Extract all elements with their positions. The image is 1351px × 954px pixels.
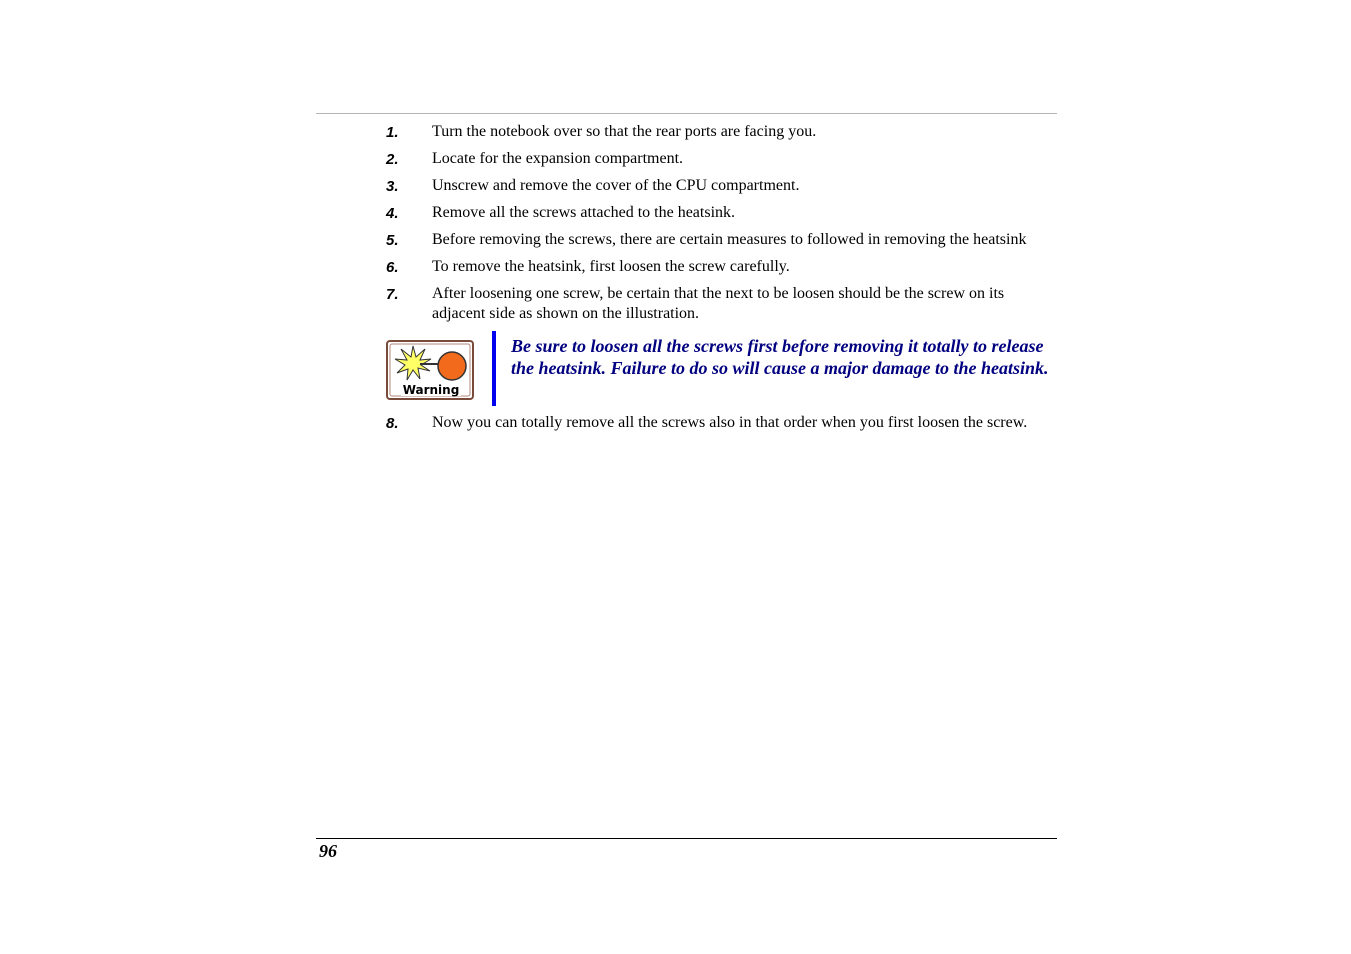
footer-rule xyxy=(316,838,1057,839)
step-text: Before removing the screws, there are certain measures to followed in removing the heatsink xyxy=(432,231,1027,248)
list-item xyxy=(386,203,1057,223)
warning-callout xyxy=(386,331,1057,406)
step-text: Remove all the screws attached to the heatsink. xyxy=(432,204,736,221)
step-number: 1. xyxy=(386,124,399,141)
warning-text: Be sure to loosen all the screws first before removing it totally to release the heatsink. Failure to do so will cause a major damage to the heatsink. xyxy=(511,336,1049,378)
list-item xyxy=(386,176,1057,196)
header-rule xyxy=(316,113,1057,114)
step-number: 8. xyxy=(386,415,399,432)
list-item xyxy=(386,122,1057,142)
step-text: Turn the notebook over so that the rear ports are facing you. xyxy=(432,123,817,140)
step-text: After loosening one screw, be certain that the next to be loosen should be the screw on its adjacent side as shown on the illustration. xyxy=(432,285,1005,322)
list-item xyxy=(386,149,1057,169)
step-text: To remove the heatsink, first loosen the screw carefully. xyxy=(432,258,790,275)
page-number: 96 xyxy=(319,841,337,861)
step-number: 2. xyxy=(386,151,399,168)
list-item xyxy=(386,230,1057,250)
step-number: 7. xyxy=(386,286,399,303)
step-number: 4. xyxy=(386,205,399,222)
warning-icon xyxy=(386,340,474,400)
step-text: Locate for the expansion compartment. xyxy=(432,150,684,167)
warning-bar xyxy=(492,331,496,406)
step-number: 3. xyxy=(386,178,399,195)
procedure-list xyxy=(386,122,1057,440)
step-text: Unscrew and remove the cover of the CPU compartment. xyxy=(432,177,800,194)
list-item xyxy=(386,284,1057,324)
warning-icon-label: Warning xyxy=(402,383,460,397)
step-text: Now you can totally remove all the screws also in that order when you first loosen the screw. xyxy=(432,414,1028,431)
list-item xyxy=(386,257,1057,277)
list-item xyxy=(386,413,1057,433)
step-number: 5. xyxy=(386,232,399,249)
step-number: 6. xyxy=(386,259,399,276)
